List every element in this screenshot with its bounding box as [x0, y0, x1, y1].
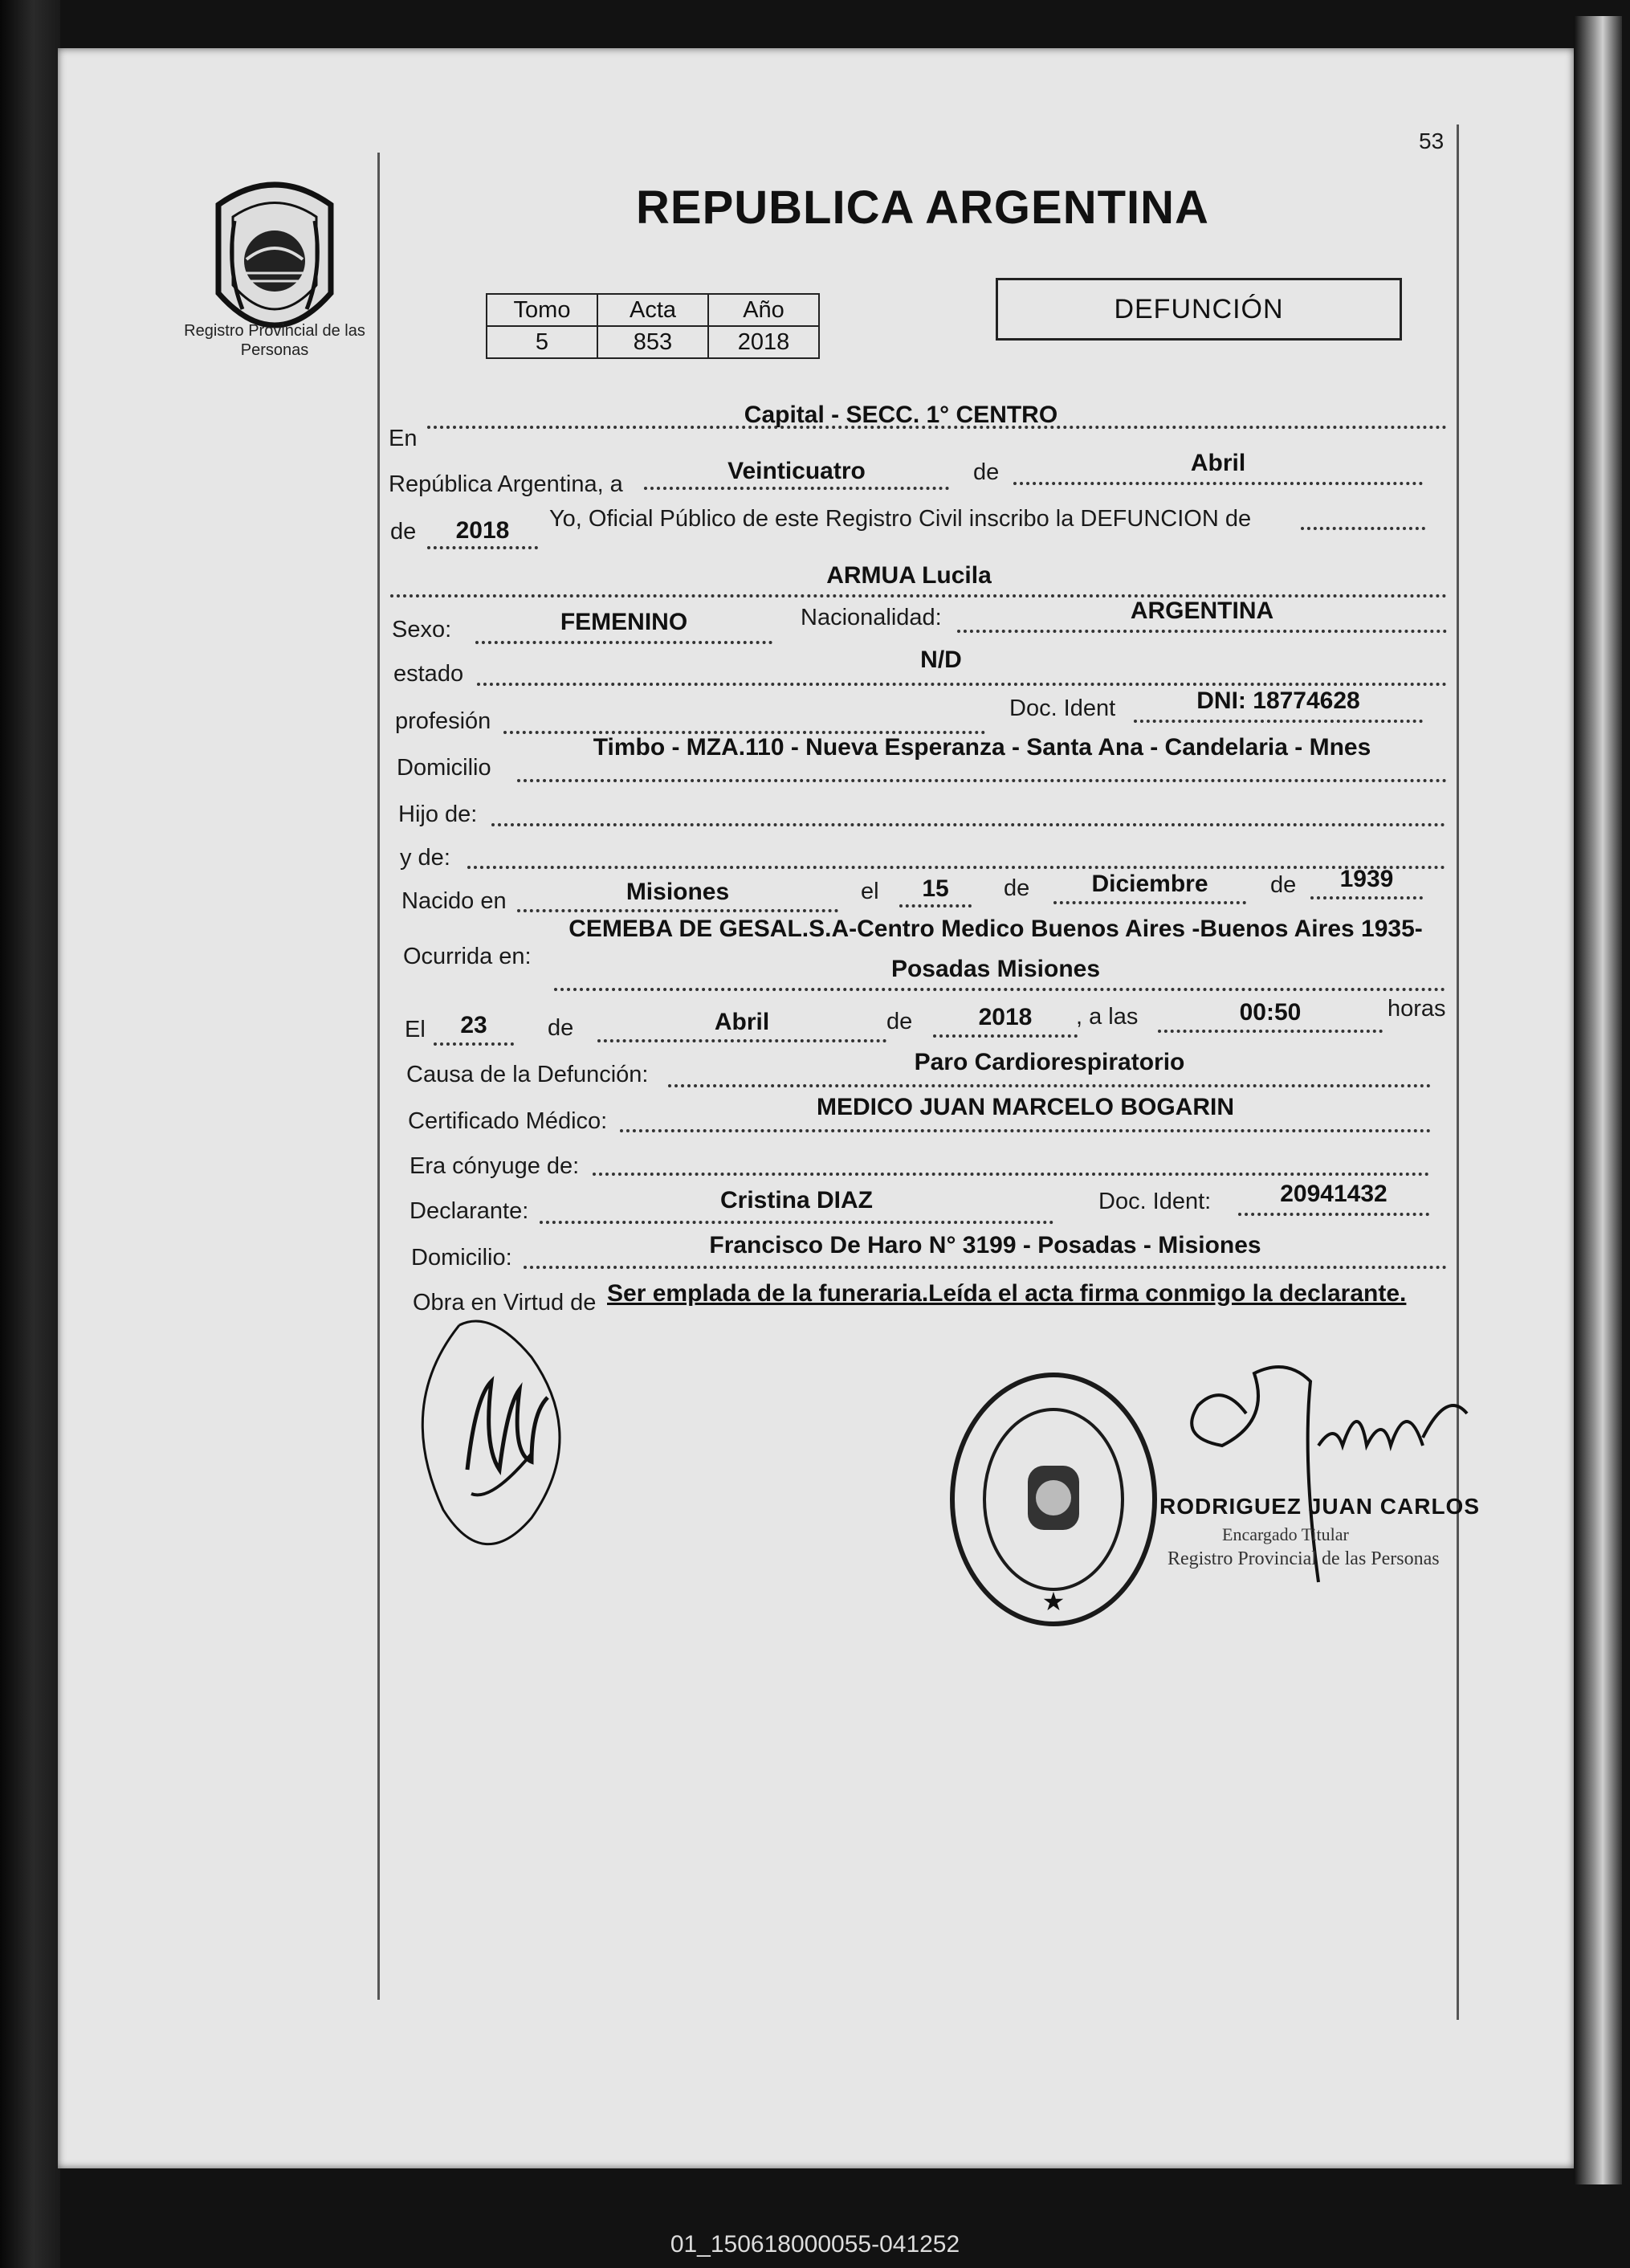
ref-value-acta: 853: [597, 326, 708, 358]
label-de-death-year: de: [886, 1009, 913, 1034]
dotline-death-month: [597, 1039, 886, 1042]
label-de-death-month: de: [548, 1015, 574, 1041]
dotline-after-declaration: [1301, 527, 1425, 530]
dotline-day-text: [644, 487, 949, 490]
label-certificado: Certificado Médico:: [408, 1108, 608, 1134]
dotline-domicilio-declarante: [524, 1266, 1447, 1269]
officer-name: RODRIGUEZ JUAN CARLOS: [1159, 1494, 1481, 1519]
dotline-hijo-de: [491, 823, 1445, 826]
label-conyuge: Era cónyuge de:: [410, 1153, 580, 1179]
dotline-nacionalidad: [957, 630, 1447, 633]
value-ocurrida-line2: Posadas Misiones: [890, 956, 1101, 982]
stamp-ring-text: [949, 1638, 973, 1639]
label-y-de: y de:: [400, 845, 450, 871]
value-ocurrida-line1: CEMEBA DE GESAL.S.A-Centro Medico Buenos Aires -Buenos Aires 1935-: [568, 916, 1423, 942]
dotline-domicilio: [517, 779, 1447, 782]
dotline-conyuge: [593, 1173, 1429, 1176]
dotline-doc-ident-declarante: [1238, 1213, 1429, 1216]
label-hijo-de: Hijo de:: [398, 802, 478, 827]
document-title: REPUBLICA ARGENTINA: [636, 182, 1209, 234]
value-death-time: 00:50: [1239, 999, 1302, 1026]
label-republica: República Argentina, a: [389, 471, 623, 497]
value-domicilio-declarante: Francisco De Haro N° 3199 - Posadas - Misiones: [709, 1232, 1261, 1258]
declaration-text: Yo, Oficial Público de este Registro Civil inscribo la DEFUNCION de: [549, 506, 1252, 532]
label-de-month: de: [973, 459, 1000, 485]
officer-org: Registro Provincial de las Personas: [1167, 1548, 1440, 1569]
dotline-birth-year: [1310, 896, 1423, 899]
dotline-birth-place: [517, 909, 838, 912]
registry-stamp-icon: [947, 1369, 1160, 1630]
ref-header-acta: Acta: [597, 294, 708, 326]
dotline-death-year: [933, 1034, 1078, 1038]
dotline-death-time: [1158, 1030, 1383, 1033]
label-sexo: Sexo:: [392, 617, 452, 642]
label-de-birth-year: de: [1270, 872, 1297, 898]
dotline-certificado: [620, 1129, 1431, 1132]
label-el-death: El: [405, 1017, 426, 1042]
value-death-month: Abril: [714, 1009, 770, 1035]
value-obra: Ser emplada de la funeraria.Leída el acta firma conmigo la declarante.: [607, 1280, 1407, 1307]
reference-header-row: [487, 294, 819, 326]
label-el-birth: el: [861, 879, 879, 904]
dotline-ocurrida: [554, 988, 1445, 991]
dotline-estado: [477, 683, 1447, 686]
value-causa: Paro Cardiorespiratorio: [914, 1049, 1185, 1075]
scan-file-id: 01_150618000055-041252: [670, 2231, 960, 2258]
seal-caption-text: Registro Provincial de las Personas: [184, 322, 365, 359]
dotline-y-de: [467, 866, 1445, 869]
right-margin-line: [1457, 124, 1459, 2020]
reference-value-row: [487, 326, 819, 358]
label-horas: horas: [1388, 996, 1446, 1022]
label-nacido: Nacido en: [401, 888, 507, 914]
value-sexo: FEMENINO: [560, 609, 688, 635]
label-ocurrida: Ocurrida en:: [403, 944, 532, 969]
value-birth-day: 15: [922, 875, 949, 902]
document-type-box: DEFUNCIÓN: [996, 278, 1402, 341]
dotline-year: [427, 546, 538, 549]
value-death-year: 2018: [978, 1004, 1033, 1030]
label-causa: Causa de la Defunción:: [406, 1062, 649, 1087]
value-domicilio: Timbo - MZA.110 - Nueva Esperanza - Santa Ana - Candelaria - Mnes: [593, 734, 1371, 761]
label-de-birth-month: de: [1004, 875, 1030, 901]
label-de-year: de: [390, 519, 417, 545]
label-obra: Obra en Virtud de: [413, 1290, 597, 1316]
ref-header-ano: Año: [708, 294, 819, 326]
label-domicilio-declarante: Domicilio:: [411, 1245, 512, 1271]
dotline-causa: [668, 1084, 1431, 1087]
svg-text:★: ★: [1041, 1586, 1066, 1617]
value-doc-ident-declarante: 20941432: [1280, 1181, 1388, 1207]
value-birth-place: Misiones: [626, 879, 730, 905]
stamp-inner-text: [949, 1642, 957, 1643]
value-nacionalidad: ARGENTINA: [1130, 598, 1274, 624]
dotline-doc-ident: [1134, 720, 1423, 723]
dotline-birth-day: [899, 904, 972, 908]
value-certificado: MEDICO JUAN MARCELO BOGARIN: [816, 1094, 1234, 1120]
page-number: 53: [1419, 128, 1445, 153]
value-year: 2018: [455, 517, 510, 544]
reference-table: [486, 293, 820, 359]
value-declarante: Cristina DIAZ: [719, 1187, 874, 1214]
ref-header-tomo: Tomo: [487, 294, 597, 326]
officer-role: Encargado Titular: [1222, 1524, 1349, 1544]
value-day-text: Veinticuatro: [727, 458, 866, 484]
ref-value-tomo: 5: [487, 326, 597, 358]
label-estado: estado: [393, 661, 464, 687]
ref-value-ano: 2018: [708, 326, 819, 358]
left-margin-line: [377, 153, 380, 2000]
dotline-birth-month: [1053, 901, 1246, 904]
dotline-declarante: [540, 1221, 1053, 1224]
value-birth-month: Diciembre: [1091, 871, 1208, 897]
label-doc-ident: Doc. Ident: [1009, 695, 1116, 721]
value-birth-year: 1939: [1339, 866, 1394, 892]
dotline-death-day: [434, 1042, 514, 1046]
label-profesion: profesión: [395, 708, 491, 734]
scan-background-left: [0, 0, 60, 2268]
death-certificate-page: [58, 48, 1574, 2168]
label-doc-ident-declarante: Doc. Ident:: [1098, 1189, 1212, 1214]
label-domicilio: Domicilio: [397, 755, 491, 781]
deceased-name: ARMUA Lucila: [826, 562, 992, 589]
seal-caption: [178, 321, 371, 360]
value-death-day: 23: [460, 1012, 487, 1038]
value-month: Abril: [1190, 450, 1246, 476]
value-doc-ident: DNI: 18774628: [1196, 687, 1360, 714]
label-declarante: Declarante:: [410, 1198, 529, 1224]
label-a-las: , a las: [1076, 1004, 1139, 1030]
declarant-signature: [411, 1309, 588, 1574]
adjacent-page-edge: [1574, 16, 1622, 2184]
official-stamp: [947, 1369, 1160, 1630]
label-nacionalidad: Nacionalidad:: [801, 605, 942, 630]
value-en: Capital - SECC. 1° CENTRO: [744, 402, 1058, 428]
dotline-month: [1013, 482, 1423, 485]
label-en: En: [389, 426, 418, 451]
value-estado: N/D: [920, 647, 962, 673]
dotline-sexo: [475, 641, 772, 644]
